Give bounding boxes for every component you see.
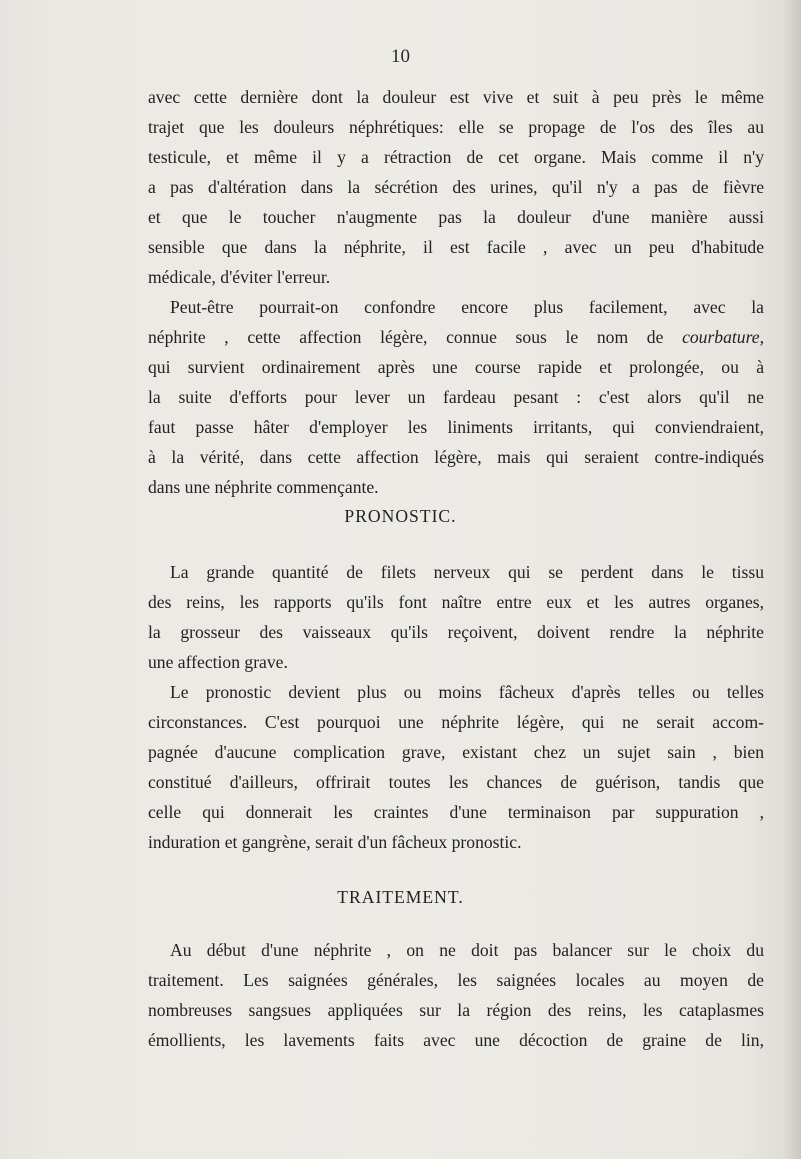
text-line: faut passe hâter d'employer les liniments irritants, qui conviendraient,	[148, 417, 764, 437]
text-line: sensible que dans la néphrite, il est facile , avec un peu d'habitude	[148, 237, 764, 257]
text-span: néphrite , cette affection légère, connue sous le nom de	[148, 327, 683, 347]
text-line: des reins, les rapports qu'ils font naître entre eux et les autres organes,	[148, 592, 764, 612]
italic-term: courbature,	[682, 327, 764, 347]
text-line: constitué d'ailleurs, offrirait toutes les chances de guérison, tandis que	[148, 772, 764, 792]
text-line: Le pronostic devient plus ou moins fâcheux d'après telles ou telles	[170, 682, 764, 702]
intro-paragraph	[148, 82, 764, 292]
text-line: Au début d'une néphrite , on ne doit pas balancer sur le choix du	[170, 940, 764, 960]
section-heading-traitement: TRAITEMENT.	[337, 887, 464, 907]
page-edge-shadow	[783, 0, 801, 1159]
text-line	[148, 322, 764, 352]
page-number: 10	[391, 46, 410, 67]
text-line: qui survient ordinairement après une course rapide et prolongée, ou à	[148, 357, 764, 377]
text-line: avec cette dernière dont la douleur est vive et suit à peu près le même	[148, 87, 764, 107]
text-line: induration et gangrène, serait d'un fâcheux pronostic.	[148, 832, 522, 852]
text-line: et que le toucher n'augmente pas la douleur d'une manière aussi	[148, 207, 764, 227]
courbature-paragraph	[148, 292, 764, 502]
text-line: la suite d'efforts pour lever un fardeau pesant : c'est alors qu'il ne	[148, 387, 764, 407]
text-line: celle qui donnerait les craintes d'une terminaison par suppuration ,	[148, 802, 764, 822]
text-line: circonstances. C'est pourquoi une néphrite légère, qui ne serait accom-	[148, 712, 764, 732]
text-line: La grande quantité de filets nerveux qui se perdent dans le tissu	[170, 562, 764, 582]
section-heading-pronostic: PRONOSTIC.	[344, 506, 457, 526]
text-line: pagnée d'aucune complication grave, existant chez un sujet sain , bien	[148, 742, 764, 762]
pronostic-paragraph-2	[148, 677, 764, 857]
text-line: traitement. Les saignées générales, les saignées locales au moyen de	[148, 970, 764, 990]
text-line: médicale, d'éviter l'erreur.	[148, 267, 331, 287]
pronostic-paragraph-1	[148, 557, 764, 677]
text-line: a pas d'altération dans la sécrétion des urines, qu'il n'y a pas de fièvre	[148, 177, 764, 197]
text-line: nombreuses sangsues appliquées sur la région des reins, les cataplasmes	[148, 1000, 764, 1020]
text-line: la grosseur des vaisseaux qu'ils reçoivent, doivent rendre la néphrite	[148, 622, 764, 642]
text-line: Peut-être pourrait-on confondre encore plus facilement, avec la	[170, 297, 764, 317]
traitement-paragraph-1	[148, 935, 764, 1055]
text-line: testicule, et même il y a rétraction de cet organe. Mais comme il n'y	[148, 147, 764, 167]
text-line: trajet que les douleurs néphrétiques: elle se propage de l'os des îles au	[148, 117, 764, 137]
text-line: émollients, les lavements faits avec une décoction de graine de lin,	[148, 1030, 764, 1050]
text-line: une affection grave.	[148, 652, 288, 672]
text-line: dans une néphrite commençante.	[148, 477, 379, 497]
text-line: à la vérité, dans cette affection légère, mais qui seraient contre-indiqués	[148, 447, 764, 467]
